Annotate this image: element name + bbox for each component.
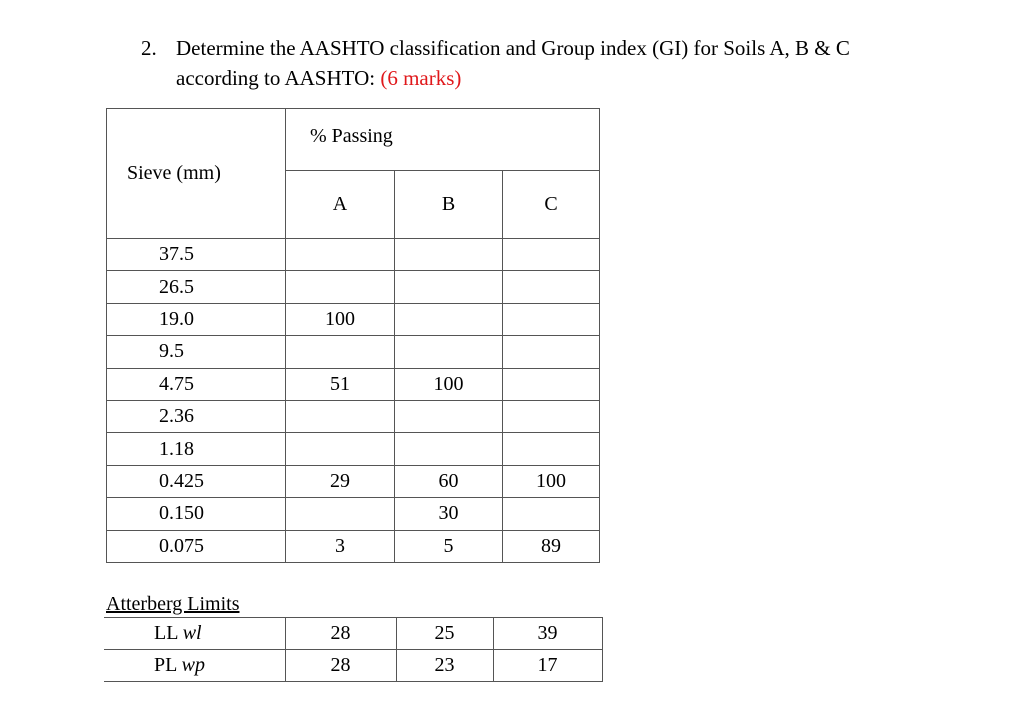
sieve-size-cell: 2.36: [107, 400, 286, 432]
passing-c-cell: [503, 239, 600, 271]
passing-a-cell: [286, 433, 395, 465]
table-row: [104, 618, 602, 650]
sieve-size-cell: 0.150: [107, 498, 286, 530]
sieve-size-cell: 0.425: [107, 465, 286, 497]
atterberg-a-cell: 28: [285, 618, 396, 650]
question-text-line2-main: according to AASHTO:: [176, 66, 376, 90]
atterberg-limits-table: [104, 617, 603, 682]
passing-a-cell: 29: [286, 465, 395, 497]
passing-c-cell: 89: [503, 530, 600, 562]
table-row: [107, 336, 600, 368]
table-row: [107, 433, 600, 465]
atterberg-symbol: wp: [181, 654, 205, 676]
table-row: [107, 303, 600, 335]
passing-a-cell: [286, 400, 395, 432]
question-marks: (6 marks): [380, 66, 462, 90]
sieve-passing-table: [106, 108, 600, 563]
table-row: [107, 271, 600, 303]
passing-b-cell: [395, 400, 503, 432]
sieve-size-cell: 26.5: [107, 271, 286, 303]
passing-c-cell: [503, 271, 600, 303]
table-row: [107, 400, 600, 432]
sieve-size-cell: 19.0: [107, 303, 286, 335]
passing-a-cell: 100: [286, 303, 395, 335]
atterberg-c-cell: 39: [493, 618, 602, 650]
passing-a-cell: 3: [286, 530, 395, 562]
question-text-line2: [176, 64, 461, 92]
passing-header: % Passing: [286, 109, 600, 171]
passing-a-cell: [286, 498, 395, 530]
question-number: 2.: [141, 36, 157, 60]
table-row: [107, 239, 600, 271]
table-row: [107, 498, 600, 530]
passing-b-cell: 60: [395, 465, 503, 497]
passing-b-cell: [395, 303, 503, 335]
atterberg-limits-title: Atterberg Limits: [106, 593, 240, 615]
table-row: [107, 530, 600, 562]
passing-c-cell: [503, 368, 600, 400]
table-row: [107, 368, 600, 400]
sieve-size-cell: 9.5: [107, 336, 286, 368]
passing-c-cell: [503, 336, 600, 368]
passing-c-cell: [503, 303, 600, 335]
atterberg-b-cell: 23: [396, 650, 493, 682]
table-row: [107, 465, 600, 497]
passing-a-cell: [286, 271, 395, 303]
soil-header-a: A: [286, 171, 395, 239]
atterberg-label: PL: [154, 654, 177, 676]
atterberg-b-cell: 25: [396, 618, 493, 650]
passing-c-cell: [503, 498, 600, 530]
atterberg-c-cell: 17: [493, 650, 602, 682]
passing-b-cell: 100: [395, 368, 503, 400]
sieve-header: Sieve (mm): [107, 109, 286, 239]
sieve-size-cell: 1.18: [107, 433, 286, 465]
passing-c-cell: 100: [503, 465, 600, 497]
sieve-size-cell: 37.5: [107, 239, 286, 271]
passing-b-cell: 5: [395, 530, 503, 562]
passing-b-cell: [395, 336, 503, 368]
sieve-size-cell: 0.075: [107, 530, 286, 562]
atterberg-label-cell: [104, 618, 285, 650]
passing-b-cell: [395, 271, 503, 303]
question-text-line1: Determine the AASHTO classification and Group index (GI) for Soils A, B & C: [176, 36, 850, 60]
passing-b-cell: [395, 433, 503, 465]
table-row: [104, 650, 602, 682]
passing-a-cell: [286, 239, 395, 271]
soil-header-c: C: [503, 171, 600, 239]
atterberg-symbol: wl: [182, 622, 202, 644]
passing-c-cell: [503, 433, 600, 465]
atterberg-a-cell: 28: [285, 650, 396, 682]
passing-b-cell: 30: [395, 498, 503, 530]
passing-a-cell: 51: [286, 368, 395, 400]
atterberg-label-cell: [104, 650, 285, 682]
sieve-size-cell: 4.75: [107, 368, 286, 400]
soil-header-b: B: [395, 171, 503, 239]
passing-b-cell: [395, 239, 503, 271]
passing-a-cell: [286, 336, 395, 368]
passing-c-cell: [503, 400, 600, 432]
atterberg-label: LL: [154, 622, 178, 644]
